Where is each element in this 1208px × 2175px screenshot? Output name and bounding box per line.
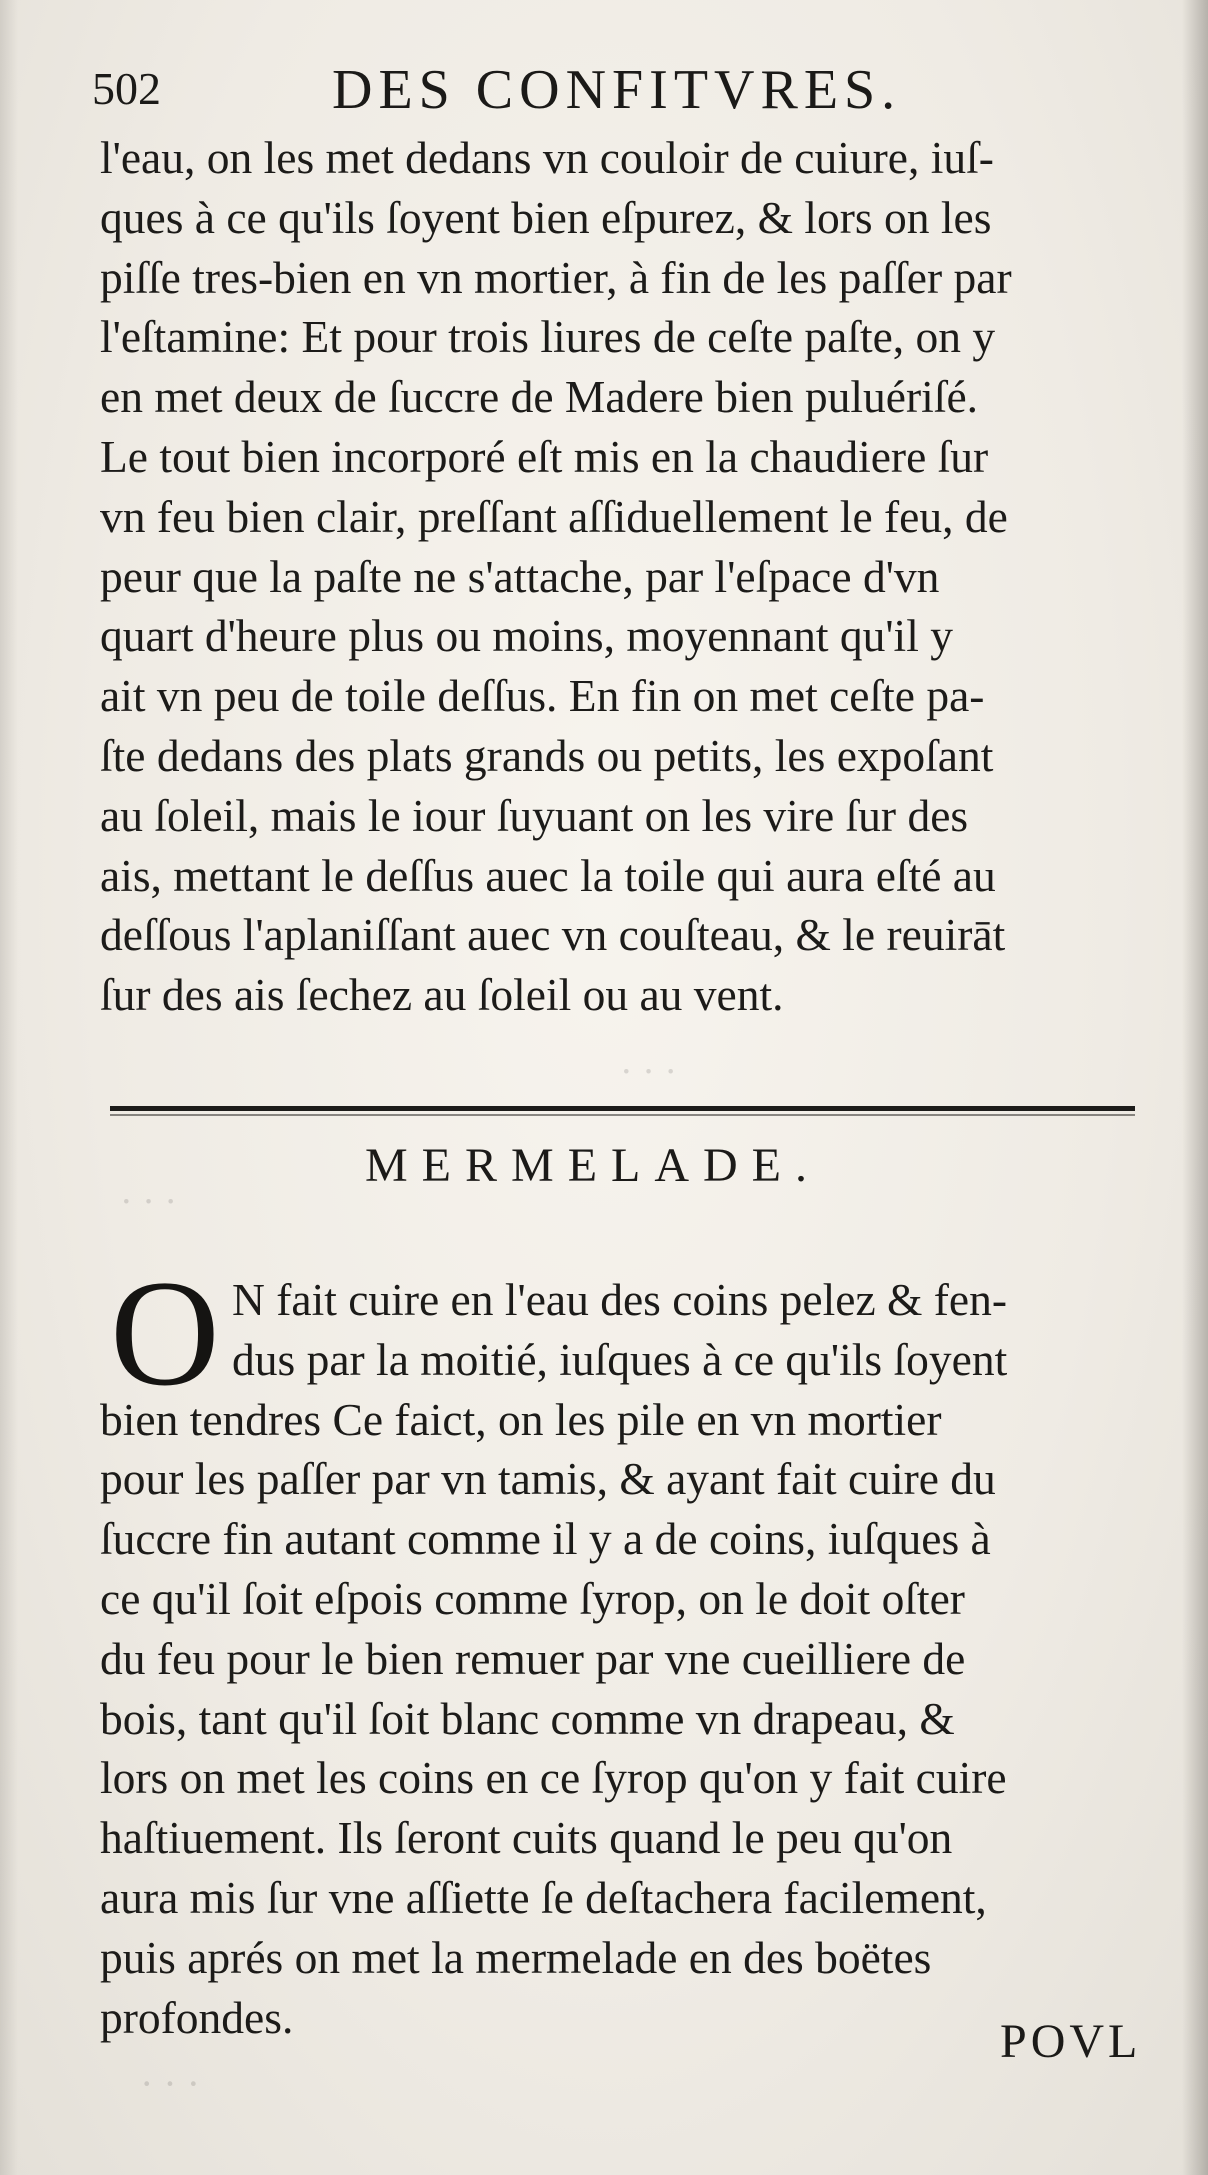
show-through-text: · · · [120,1181,177,1223]
drop-cap: O [110,1249,220,1417]
text-line: l'eau, on les met dedans vn couloir de cuiure, iuſ- [100,132,994,183]
running-title: DES CONFITVRES. [332,59,902,121]
text-line: en met deux de ſuccre de Madere bien puluériſé. [100,371,979,423]
text-line: au ſoleil, mais le iour ſuyuant on les vire ſur des [100,789,969,841]
paragraph-mermelade [100,1249,1140,2047]
text-line: piſſe tres-bien en vn mortier, à fin de les paſſer par [100,251,1012,303]
text-line: ques à ce qu'ils ſoyent bien eſpurez, & lors on les [100,191,992,243]
text-line: puis aprés on met la mermelade en des boëtes [100,1931,932,1983]
text-line: haſtiuement. Ils ſeront cuits quand le peu qu'on [100,1812,953,1864]
page-edge-shadow [1182,0,1208,2175]
text-line: du feu pour le bien remuer par vne cueilliere de [100,1632,966,1684]
text-line: ſte dedans des plats grands ou petits, les expoſant [100,729,994,781]
text-line: dus par la moitié, iuſques à ce qu'ils ſoyent [232,1333,1008,1385]
text-line: lors on met les coins en ce ſyrop qu'on y fait cuire [100,1752,1007,1804]
section-divider-thin [110,1114,1135,1116]
text-line: profondes. [100,1991,294,2043]
text-line: bien tendres Ce faict, on les pile en vn mortier [100,1393,942,1445]
text-line: ce qu'il ſoit eſpois comme ſyrop, on le doit oſter [100,1572,965,1624]
text-line: quart d'heure plus ou moins, moyennant qu'il y [100,610,953,662]
text-line: pour les paſſer par vn tamis, & ayant fait cuire du [100,1453,996,1505]
text-line: ſuccre fin autant comme il y a de coins, iuſques à [100,1513,991,1565]
paragraph-one [100,128,1140,1025]
catchword: POVL [1000,2015,1142,2068]
text-line: deſſous l'aplaniſſant auec vn couſteau, & le reuirāt [100,909,1006,961]
text-line: l'eſtamine: Et pour trois liures de ceſte paſte, on y [100,311,996,363]
show-through-text: · · · [620,1051,677,1093]
text-line: peur que la paſte ne s'attache, par l'eſpace d'vn [100,550,940,602]
page-number: 502 [92,63,161,114]
text-line: Le tout bien incorporé eſt mis en la chaudiere ſur [100,430,989,482]
show-through-text: · · · [140,2061,200,2106]
text-line: ſur des ais ſechez au ſoleil ou au vent. [100,969,784,1021]
page-header [92,58,1152,128]
text-line: vn feu bien clair, preſſant aſſiduellement le feu, de [100,490,1008,542]
text-line: bois, tant qu'il ſoit blanc comme vn drapeau, & [100,1692,955,1744]
text-line: ait vn peu de toile deſſus. En fin on met ceſte pa- [100,670,985,722]
text-line: ais, mettant le deſſus auec la toile qui aura eſté au [100,849,996,901]
section-title: MERMELADE. [365,1139,821,1192]
text-line: N fait cuire en l'eau des coins pelez & fen- [232,1274,1008,1325]
section-divider [110,1106,1135,1111]
text-line: aura mis ſur vne aſſiette ſe deſtachera facilement, [100,1871,987,1923]
page-gutter-shadow [0,0,18,2175]
